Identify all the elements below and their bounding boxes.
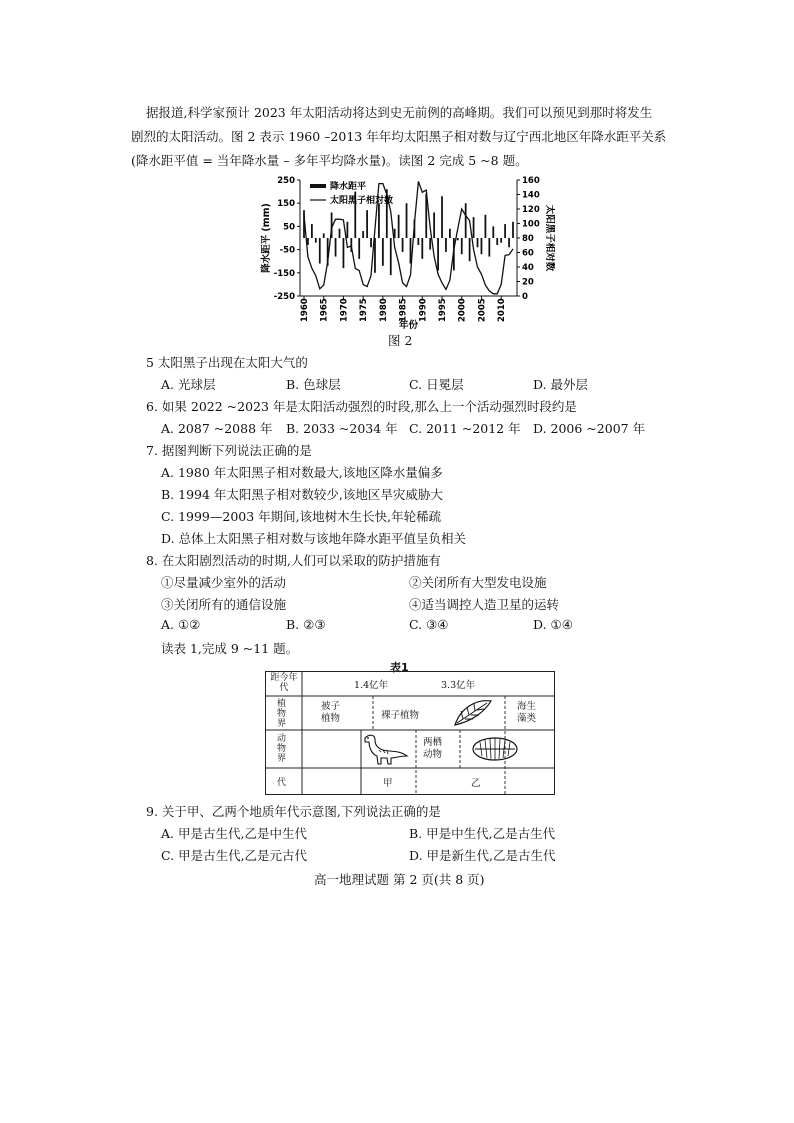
q7-option-a[interactable]: A. 1980 年太阳黑子相对数最大,该地区降水量偏多 [161,465,443,480]
precip-bar [335,238,337,257]
q7-option-c[interactable]: C. 1999—2003 年期间,该地树木生长快,年轮稀疏 [161,509,442,524]
age-label-140m: 1.4亿年 [354,680,389,691]
q8-option-a[interactable]: A. ①② [161,617,201,632]
y-left-axis-label: 降水距平 (mm) [261,203,272,273]
right-tick-label: 0 [522,292,528,302]
precip-bar [358,238,360,259]
x-tick-label: 2000 [457,298,468,322]
intro-paragraph-3 [131,151,631,171]
right-tick-label: 100 [522,219,540,230]
q9-option-d[interactable]: D. 甲是新生代,乙是古生代 [409,848,556,863]
row-header-era: 代 [277,778,287,788]
precip-bar [390,238,392,275]
legend-precip-label: 降水距平 [330,182,367,192]
precip-bar [512,222,514,238]
age-label-330m: 3.3亿年 [441,680,476,691]
precip-bar [449,229,451,238]
question-9-stem: 9. 关于甲、乙两个地质年代示意图,下列说法正确的是 [146,804,441,819]
right-tick-label: 20 [522,277,534,288]
table-1-title: 表1 [390,661,409,674]
precip-bar [343,238,345,268]
precip-bar [339,229,341,238]
era-yi: 乙 [471,778,481,789]
precip-bar [406,203,408,238]
q9-option-a[interactable]: A. 甲是古生代,乙是中生代 [161,826,307,841]
precip-bar [461,238,463,254]
q8-option-d[interactable]: D. ①④ [533,617,573,632]
table-intro: 读表 1,完成 9 ~11 题。 [161,641,299,656]
x-tick-label: 1990 [418,298,429,322]
legend-sunspot-label: 太阳黑子相对数 [330,196,394,206]
precip-bar [370,238,372,247]
q7-option-b[interactable]: B. 1994 年太阳黑子相对数较少,该地区旱灾威胁大 [161,487,443,502]
left-tick-label: 150 [277,199,295,210]
precip-bar [323,233,325,238]
q8-item-3: ③关闭所有的通信设施 [161,597,287,612]
left-tick-label: -50 [279,245,295,256]
precip-bar [437,238,439,270]
q9-option-b[interactable]: B. 甲是中生代,乙是古生代 [409,826,556,841]
y-right-axis-label: 太阳黑子相对数 [544,204,555,272]
precip-bar [366,210,368,238]
left-tick-label: 50 [283,222,295,233]
q6-option-c[interactable]: C. 2011 ~2012 年 [409,421,521,436]
table-1 [265,671,555,799]
precip-bar [402,238,404,252]
precip-bar [457,238,459,240]
q7-option-d[interactable]: D. 总体上太阳黑子相对数与该地年降水距平值呈负相关 [161,531,467,546]
left-tick-label: 250 [277,176,295,186]
precip-bar [382,238,384,266]
question-5-stem: 5 太阳黑子出现在太阳大气的 [146,355,308,370]
precip-bar [433,212,435,238]
q5-option-a[interactable]: A. 光球层 [161,377,216,392]
intro-line-3: (降水距平值 = 当年降水量 – 多年平均降水量)。读图 2 完成 5 ~8 题。 [131,153,528,168]
x-tick-label: 1980 [378,298,389,322]
q8-item-1: ①尽量减少室外的活动 [161,575,287,590]
intro-line-2: 剧烈的太阳活动。图 2 表示 1960 –2013 年年均太阳黑子相对数与辽宁西北地区年降水距平关系 [131,129,667,144]
precip-bar [504,224,506,238]
x-tick-label: 2010 [497,298,508,322]
chart-svg [255,172,555,332]
q6-option-b[interactable]: B. 2033 ~2034 年 [286,421,398,436]
q5-option-d[interactable]: D. 最外层 [533,377,589,392]
question-7-stem: 7. 据图判断下列说法正确的是 [146,443,312,458]
x-tick-label: 1960 [300,298,310,322]
row-header-age: 距今年代 [270,673,298,693]
left-tick-label: -150 [273,268,295,279]
q8-option-c[interactable]: C. ③④ [409,617,449,632]
left-tick-label: -250 [273,292,295,302]
x-tick-label: 2005 [477,298,488,322]
precip-bar [500,238,502,243]
precip-bar [469,238,471,261]
q9-option-c[interactable]: C. 甲是古生代,乙是元古代 [161,848,308,863]
precip-bar [315,238,317,243]
precip-bar [492,226,494,238]
dinosaur-icon [361,732,411,770]
q8-item-2: ②关闭所有大型发电设施 [409,575,547,590]
precip-bar [346,222,348,238]
precip-bar [477,238,479,247]
x-tick-label: 1975 [359,298,370,322]
q5-option-b[interactable]: B. 色球层 [286,377,341,392]
figure-caption: 图 2 [388,333,413,348]
q5-option-c[interactable]: C. 日冕层 [409,377,464,392]
precip-bar [429,238,431,250]
intro-paragraph [146,103,653,123]
precip-bar [485,215,487,238]
precip-bar [441,196,443,238]
legend-bar-swatch [310,184,326,188]
precip-bar [473,217,475,238]
precip-bar [465,203,467,238]
question-6-stem: 6. 如果 2022 ~2023 年是太阳活动强烈的时段,那么上一个活动强烈时段约是 [146,399,577,414]
q6-option-d[interactable]: D. 2006 ~2007 年 [533,421,646,436]
q6-option-a[interactable]: A. 2087 ~2088 年 [161,421,273,436]
precip-bar [417,238,419,245]
precip-bar [508,238,510,247]
intro-line-1: 据报道,科学家预计 2023 年太阳活动将达到史无前例的高峰期。我们可以预见到那时将发生 [146,105,653,120]
trilobite-fossil-icon [470,735,520,767]
right-tick-label: 160 [522,176,540,186]
precip-bar [488,238,490,257]
q8-option-b[interactable]: B. ②③ [286,617,326,632]
x-tick-label: 1970 [339,298,350,322]
row-header-animals: 动物界 [277,734,287,764]
page-footer: 高一地理试题 第 2 页(共 8 页) [314,872,485,887]
plant-angiosperm: 被子植物 [321,701,341,724]
q8-item-4: ④适当调控人造卫星的运转 [409,597,560,612]
precip-bar [362,231,364,238]
plant-marine-algae: 海生藻类 [517,701,537,724]
row-header-plants: 植物界 [277,699,287,729]
figure-2-chart [255,172,555,332]
precip-bar [445,238,447,252]
x-tick-label: 1985 [398,298,409,322]
precip-bar [319,238,321,264]
right-tick-label: 120 [522,205,540,215]
precip-bar [421,238,423,259]
precip-bar [481,238,483,254]
intro-paragraph-2 [131,127,667,147]
era-jia: 甲 [383,778,393,789]
right-tick-label: 40 [522,263,534,273]
x-tick-label: 1965 [319,298,330,322]
right-tick-label: 60 [522,248,534,259]
plant-gymnosperm: 裸子植物 [381,710,420,721]
fern-plant-icon [451,697,495,733]
right-tick-label: 140 [522,190,540,201]
precip-bar [398,215,400,238]
precip-bar [378,203,380,238]
animal-amphibian: 两栖动物 [423,737,443,760]
x-tick-label: 1995 [438,298,449,322]
x-axis-label: 年份 [398,320,419,331]
precip-bar [311,224,313,238]
right-tick-label: 80 [522,234,534,244]
precip-bar [496,238,498,245]
question-8-stem: 8. 在太阳剧烈活动的时期,人们可以采取的防护措施有 [146,553,441,568]
